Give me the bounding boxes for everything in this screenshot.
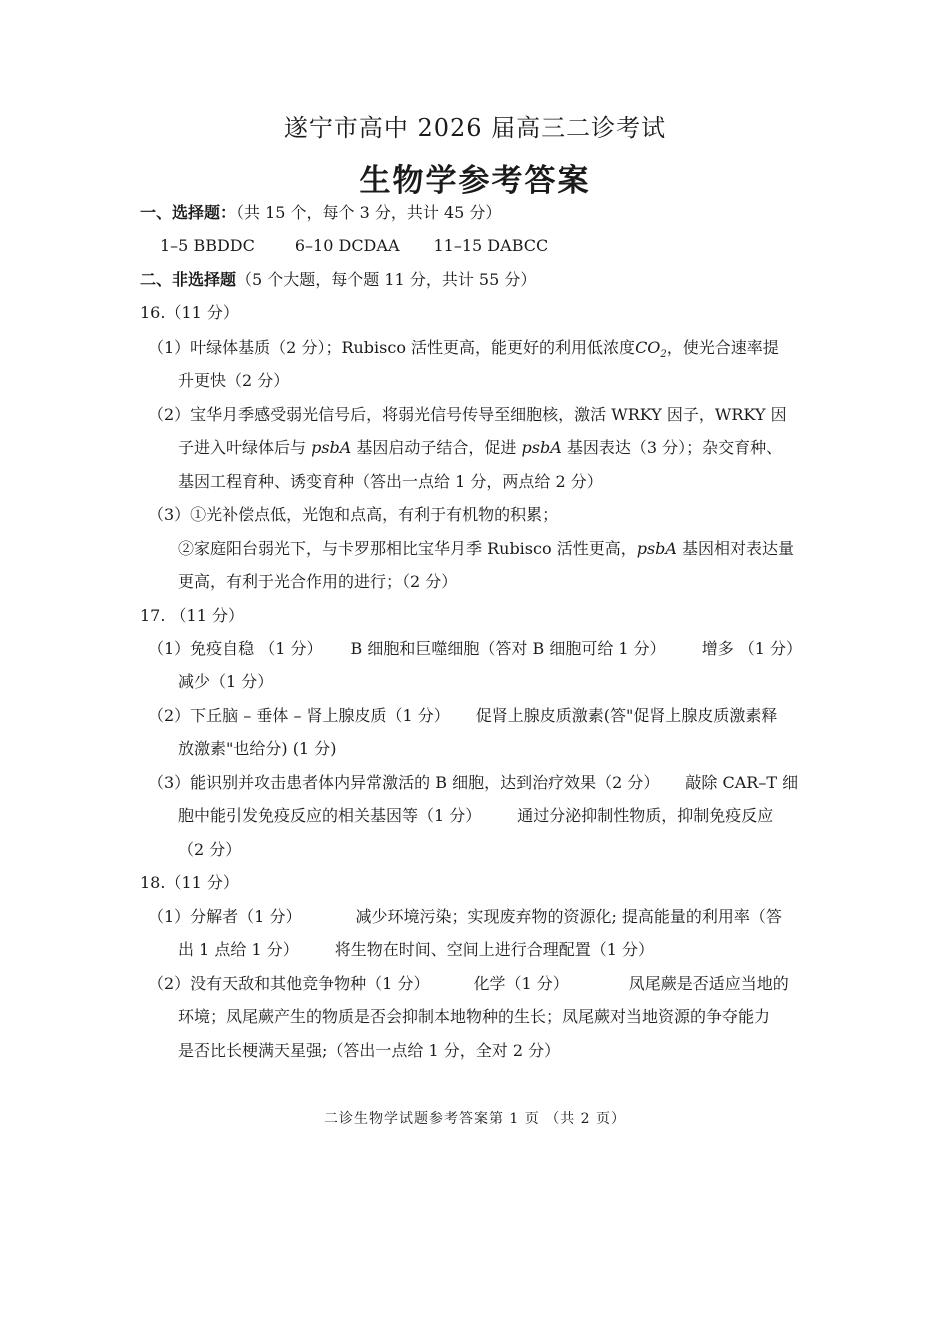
part2-note: （5 个大题，每个题 11 分，共计 55 分） — [236, 270, 537, 289]
part2-heading — [140, 268, 820, 292]
q16-answer-2-line-1: （2）宝华月季感受弱光信号后，将弱光信号传导至细胞核，激活 WRKY 因子，WRKY 因 — [148, 405, 787, 424]
co2-symbol: CO — [635, 338, 661, 357]
q17-answer-1-line-1 — [148, 637, 828, 661]
q17-answer-3-text: （3）能识别并攻击患者体内异常激活的 B 细胞，达到治疗效果（2 分） — [148, 773, 660, 792]
document-subtitle: 生物学参考答案 — [359, 163, 591, 199]
q16-answer-2-text: 基因启动子结合，促进 — [351, 438, 522, 457]
part1-note: （共 15 个，每个 3 分，共计 45 分） — [236, 203, 502, 222]
q16-answer-2-line-2 — [178, 436, 858, 460]
q18-answer-1-text: 将生物在时间、空间上进行合理配置（1 分） — [334, 940, 654, 959]
q18-answer-1-line-2 — [178, 938, 858, 962]
q16-answer-3-line-1: （3）①光补偿点低，光饱和点高，有利于有机物的积累； — [148, 505, 559, 524]
q18-answer-2-line-2: 环境；凤尾蕨产生的物质是否会抑制本地物种的生长；凤尾蕨对当地资源的争夺能力 — [178, 1007, 771, 1026]
q18-answer-2-line-3: 是否比长梗满天星强;（答出一点给 1 分，全对 2 分） — [178, 1041, 561, 1060]
q16-answer-1-text: （1）叶绿体基质（2 分）；Rubisco 活性更高，能更好的利用低浓度 — [148, 338, 636, 357]
co2-formula — [635, 338, 667, 361]
q16-heading: 16.（11 分） — [140, 303, 239, 322]
q17-answer-1-text: 增多 （1 分） — [701, 639, 803, 658]
q17-answer-2-text: 促肾上腺皮质激素(答"促肾上腺皮质激素释 — [475, 706, 778, 725]
q18-answer-1-line-1 — [148, 905, 828, 929]
mc-answer-group: 1–5 BBDDC — [160, 236, 255, 255]
mc-answer-group: 11–15 DABCC — [433, 236, 549, 255]
q16-answer-2-text: 基因表达（3 分）；杂交育种、 — [561, 438, 783, 457]
page-footer: 二诊生物学试题参考答案第 1 页 （共 2 页） — [323, 1111, 627, 1127]
q16-answer-2-line-3: 基因工程育种、诱变育种（答出一点给 1 分，两点给 2 分） — [178, 472, 603, 491]
mc-answers — [160, 234, 840, 258]
q17-answer-3-text: 胞中能引发免疫反应的相关基因等（1 分） — [178, 806, 482, 825]
q16-answer-1-line-1 — [148, 336, 828, 367]
q18-answer-1-text: （1）分解者（1 分） — [148, 907, 302, 926]
q17-answer-2-text: （2）下丘脑 – 垂体 – 肾上腺皮质（1 分） — [148, 706, 450, 725]
q17-answer-3-line-3: （2 分） — [178, 840, 242, 859]
gene-name: psbA — [311, 438, 352, 457]
q17-answer-3-line-1 — [148, 771, 828, 795]
q18-heading: 18.（11 分） — [140, 873, 239, 892]
q18-answer-1-text: 出 1 点给 1 分） — [178, 940, 299, 959]
mc-answer-group: 6–10 DCDAA — [294, 236, 400, 255]
part1-label: 一、选择题： — [140, 203, 237, 222]
q16-answer-3-text: 基因相对表达量 — [676, 539, 795, 558]
q17-heading: 17. （11 分） — [140, 606, 244, 625]
q17-answer-2-line-1 — [148, 704, 828, 728]
part2-label: 二、非选择题 — [140, 270, 237, 289]
part1-heading — [140, 201, 820, 225]
q16-answer-2-text: 子进入叶绿体后与 — [178, 438, 312, 457]
gene-name: psbA — [636, 539, 677, 558]
exam-title: 遂宁市高中 2026 届高三二诊考试 — [283, 114, 667, 142]
q17-answer-3-line-2 — [178, 804, 858, 828]
q16-answer-3-text: ②家庭阳台弱光下，与卡罗那相比宝华月季 Rubisco 活性更高， — [178, 539, 637, 558]
q17-answer-2-line-2: 放激素"也给分) (1 分) — [178, 739, 337, 758]
q18-answer-2-text: 化学（1 分） — [473, 974, 569, 993]
q18-answer-2-text: 凤尾蕨是否适应当地的 — [628, 974, 789, 993]
q16-answer-3-line-3: 更高，有利于光合作用的进行；（2 分） — [178, 572, 458, 591]
q17-answer-3-text: 敲除 CAR–T 细 — [685, 773, 799, 792]
q16-answer-3-line-2 — [178, 537, 858, 561]
co2-subscript: 2 — [660, 349, 667, 361]
q16-answer-1-text: ，使光合速率提 — [666, 338, 779, 357]
q18-answer-1-text: 减少环境污染；实现废弃物的资源化; 提高能量的利用率（答 — [355, 907, 782, 926]
q17-answer-3-text: 通过分泌抑制性物质，抑制免疫反应 — [517, 806, 774, 825]
gene-name: psbA — [521, 438, 562, 457]
q17-answer-1-line-2: 减少（1 分） — [178, 672, 274, 691]
q17-answer-1-text: B 细胞和巨噬细胞（答对 B 细胞可给 1 分） — [350, 639, 666, 658]
q18-answer-2-line-1 — [148, 972, 828, 996]
q18-answer-2-text: （2）没有天敌和其他竞争物种（1 分） — [148, 974, 430, 993]
q17-answer-1-text: （1）免疫自稳 （1 分） — [148, 639, 323, 658]
q16-answer-1-line-2: 升更快（2 分） — [178, 371, 290, 390]
